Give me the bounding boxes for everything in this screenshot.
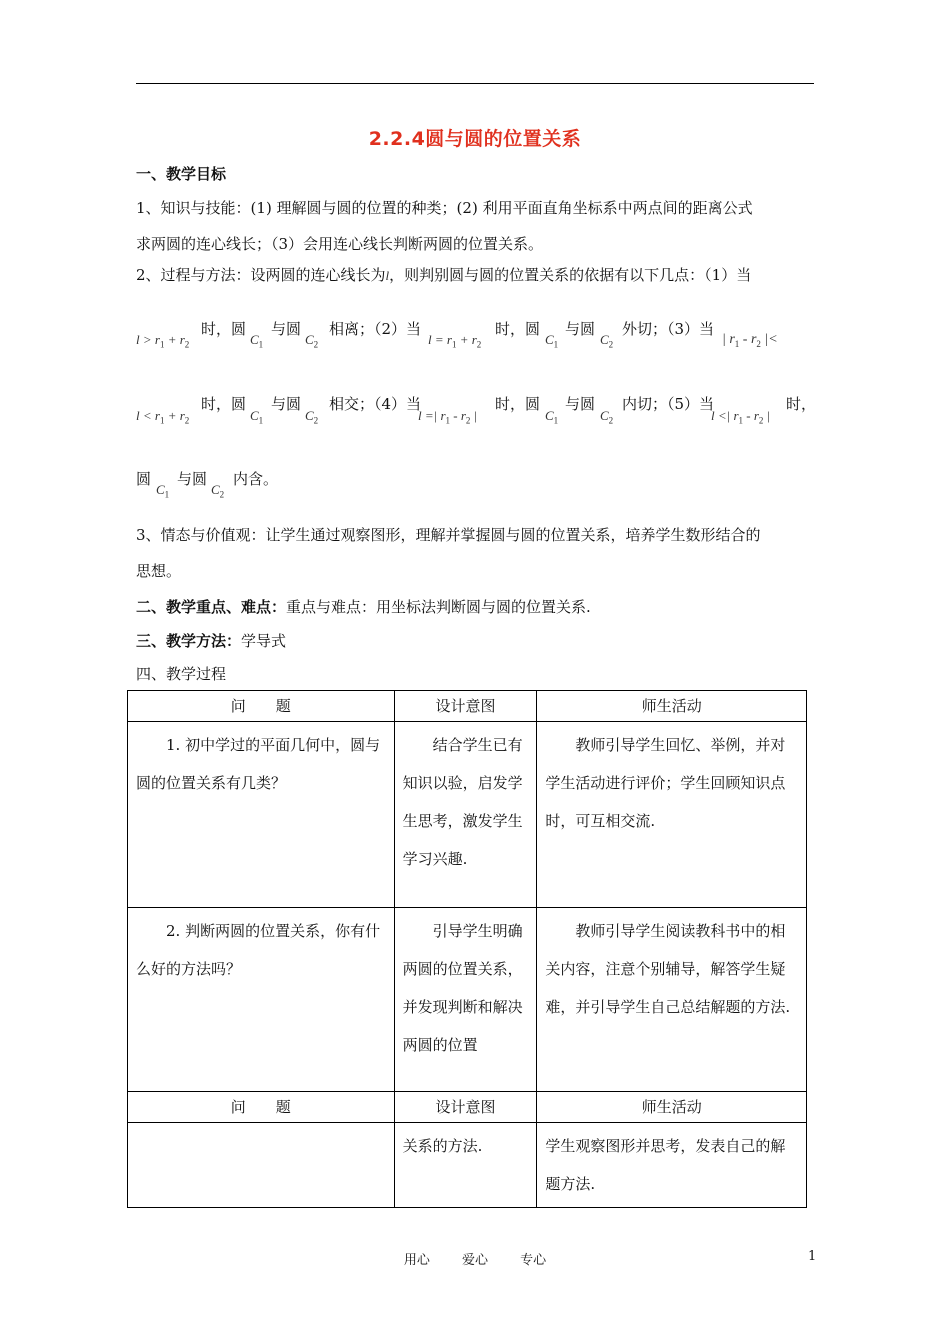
section-heading: 三、教学方法： — [136, 632, 242, 650]
text-segment: 内切；（5）当 — [622, 395, 715, 413]
math-formula: l =| $r_1 - r_2$ | — [418, 408, 478, 426]
activity-cell: 教师引导学生阅读教科书中的相关内容，注意个别辅导，解答学生疑难，并引导学生自己总结解题的方法. — [537, 908, 807, 1092]
process-table — [127, 690, 807, 1208]
math-c2: $C_2$ — [211, 482, 225, 500]
table-row — [128, 722, 807, 908]
math-c1: $C_1$ — [250, 332, 264, 350]
text-segment: 与圆 — [565, 320, 596, 338]
math-c1: $C_1$ — [250, 408, 264, 426]
activity-cell: 教师引导学生回忆、举例，并对学生活动进行评价；学生回顾知识点时，可互相交流. — [537, 722, 807, 908]
text-segment: 与圆 — [271, 395, 302, 413]
header-cell-intent: 设计意图 — [394, 691, 537, 722]
text-segment: 相交；（4）当 — [329, 395, 422, 413]
goal-2-text-b: ，则判别圆与圆的位置关系的依据有以下几点：（1）当 — [389, 266, 752, 284]
goal-3-line-2: 思想。 — [136, 562, 182, 580]
section-key-points — [136, 596, 591, 617]
goal-1-line-2: 求两圆的连心线长；（3）会用连心线长判断两圆的位置关系。 — [136, 235, 544, 253]
math-formula: | $r_1 - r_2$ |< — [722, 332, 778, 349]
table-header-row — [128, 691, 807, 722]
table-row — [128, 908, 807, 1092]
header-cell-activity: 师生活动 — [537, 691, 807, 722]
section-text: 重点与难点：用坐标法判断圆与圆的位置关系. — [286, 598, 591, 616]
header-cell-question: 问 题 — [128, 1092, 395, 1123]
intent-cell: 关系的方法. — [394, 1123, 537, 1208]
text-segment: 时，圆 — [201, 395, 247, 413]
header-rule — [136, 83, 814, 84]
table-row — [128, 1123, 807, 1208]
text-segment: 时，圆 — [495, 395, 541, 413]
footer-item: 专心 — [520, 1253, 547, 1268]
intent-cell: 结合学生已有知识以验，启发学生思考，激发学生学习兴趣. — [394, 722, 537, 908]
text-segment: 外切；（3）当 — [622, 320, 715, 338]
question-cell — [128, 1123, 395, 1208]
math-c2: $C_2$ — [600, 332, 614, 350]
text-segment: 与圆 — [565, 395, 596, 413]
goal-1-line-1: 1、知识与技能：(1) 理解圆与圆的位置的种类；(2) 利用平面直角坐标系中两点间的距离公式 — [136, 199, 753, 217]
math-c2: $C_2$ — [600, 408, 614, 426]
section-method — [136, 630, 286, 651]
activity-cell: 学生观察图形并思考，发表自己的解题方法. — [537, 1123, 807, 1208]
header-cell-question: 问 题 — [128, 691, 395, 722]
section-text: 学导式 — [241, 632, 287, 650]
page-title: 2.2.4圆与圆的位置关系 — [368, 128, 582, 150]
math-c1: $C_1$ — [156, 482, 170, 500]
math-formula: $l = r_1 + r_2$ — [428, 332, 482, 350]
text-segment: 圆 — [136, 470, 152, 488]
page-number: 1 — [808, 1249, 817, 1264]
section-heading-goals: 一、教学目标 — [136, 165, 227, 183]
header-cell-intent: 设计意图 — [394, 1092, 537, 1123]
footer-item: 用心 — [403, 1253, 430, 1268]
header-cell-activity: 师生活动 — [537, 1092, 807, 1123]
math-c2: $C_2$ — [305, 332, 319, 350]
table-header-row — [128, 1092, 807, 1123]
text-segment: 与圆 — [177, 470, 208, 488]
math-c1: $C_1$ — [545, 408, 559, 426]
math-formula: $l > r_1 + r_2$ — [136, 332, 190, 350]
math-formula: l <| $r_1 - r_2$ | — [711, 408, 771, 426]
text-segment: 时，圆 — [201, 320, 247, 338]
text-segment: 与圆 — [271, 320, 302, 338]
text-segment: 时， — [786, 395, 817, 413]
math-c1: $C_1$ — [545, 332, 559, 350]
math-c2: $C_2$ — [305, 408, 319, 426]
math-l: l — [385, 268, 390, 283]
text-segment: 内含。 — [233, 470, 279, 488]
question-cell: 2. 判断两圆的位置关系，你有什么好的方法吗？ — [128, 908, 395, 1092]
question-cell: 1. 初中学过的平面几何中，圆与圆的位置关系有几类？ — [128, 722, 395, 908]
section-process-heading: 四、教学过程 — [136, 665, 227, 683]
goal-2-text-a: 2、过程与方法：设两圆的连心线长为 — [136, 266, 386, 284]
goal-2-line-1 — [136, 264, 751, 285]
footer-item: 爱心 — [461, 1253, 488, 1268]
goal-3-line-1: 3、情态与价值观：让学生通过观察图形，理解并掌握圆与圆的位置关系，培养学生数形结合的 — [136, 526, 761, 544]
text-segment: 相离；（2）当 — [329, 320, 422, 338]
text-segment: 时，圆 — [495, 320, 541, 338]
intent-cell: 引导学生明确两圆的位置关系，并发现判断和解决两圆的位置 — [394, 908, 537, 1092]
math-formula: $l < r_1 + r_2$ — [136, 408, 190, 426]
section-heading: 二、教学重点、难点： — [136, 598, 287, 616]
